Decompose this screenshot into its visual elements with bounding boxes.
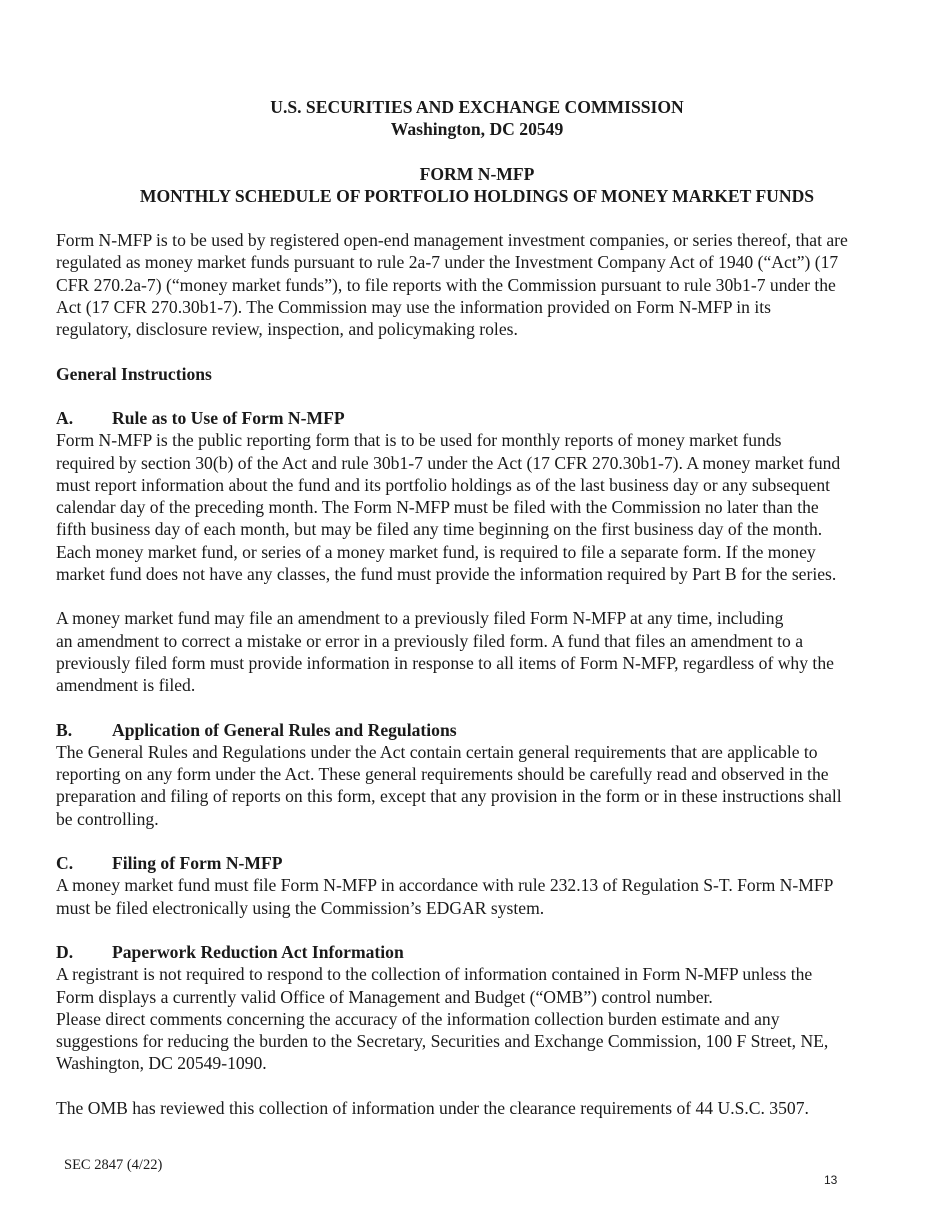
section-a-letter: A. (56, 407, 74, 428)
agency-address: Washington, DC 20549 (390, 119, 564, 140)
section-d-paragraph-2: The OMB has reviewed this collection of information under the clearance requirements of 44 U.S.C. 3507. (56, 1097, 809, 1118)
section-d-letter: D. (56, 941, 74, 962)
section-b-paragraph: The General Rules and Regulations under the Act contain certain general requirements that are applicable to reporting on any form under the Act. These general requirements should be carefully read and observed in the preparation and filing of reports on this form, except that any provision in the form or in these instructions shall be controlling. (56, 741, 842, 829)
document-page (56, 96, 898, 1119)
section-d-title: Paperwork Reduction Act Information (112, 941, 404, 962)
form-title: MONTHLY SCHEDULE OF PORTFOLIO HOLDINGS OF MONEY MARKET FUNDS (139, 185, 815, 206)
section-c-heading (56, 852, 898, 874)
section-c-letter: C. (56, 853, 74, 874)
general-instructions-heading: General Instructions (56, 363, 212, 384)
section-a-paragraph-1: Form N-MFP is the public reporting form that is to be used for monthly reports of money market funds required by section 30(b) of the Act and rule 30b1-7 under the Act (17 CFR 270.30b1-7). A money market fund must report information about the fund and its portfolio holdings as of the last business day or any subsequent calendar day of the preceding month. The Form N-MFP must be filed with the Commission no later than the fifth business day of each month, but may be filed any time beginning on the first business day of the month. Each money market fund, or series of a money market fund, is required to file a separate form. If the money market fund does not have any classes, the fund must provide the information required by Part B for the series. (56, 430, 841, 585)
form-name: FORM N-MFP (419, 163, 535, 184)
agency-name: U.S. SECURITIES AND EXCHANGE COMMISSION (270, 97, 684, 117)
form-code: SEC 2847 (4/22) (64, 1157, 163, 1173)
section-b-heading (56, 719, 898, 741)
section-a-title: Rule as to Use of Form N-MFP (112, 407, 345, 428)
section-a-paragraph-2: A money market fund may file an amendment to a previously filed Form N-MFP at any time, including an amendment to correct a mistake or error in a previously filed form. A fund that files an amendment to a previously filed form must provide information in response to all items of Form N-MFP, regardless of why the amendment is filed. (56, 608, 834, 696)
section-b-title: Application of General Rules and Regulations (112, 719, 457, 740)
section-d-heading (56, 941, 898, 963)
intro-paragraph: Form N-MFP is to be used by registered open-end management investment companies, or series thereof, that are regulated as money market funds pursuant to rule 2a-7 under the Investment Company Act of 1940 (“Act”) (17 CFR 270.2a-7) (“money market funds”), to file reports with the Commission pursuant to rule 30b1-7 under the Act (17 CFR 270.30b1-7). The Commission may use the information provided on Form N-MFP in its regulatory, disclosure review, inspection, and policymaking roles. (56, 230, 848, 340)
page-number: 13 (824, 1173, 838, 1187)
section-c-paragraph: A money market fund must file Form N-MFP in accordance with rule 232.13 of Regulation S-T. Form N-MFP must be filed electronically using the Commission’s EDGAR system. (56, 875, 834, 918)
section-b-letter: B. (56, 719, 73, 740)
section-c-title: Filing of Form N-MFP (112, 853, 283, 874)
section-d-paragraph-1: A registrant is not required to respond to the collection of information contained in Form N-MFP unless the Form displays a currently valid Office of Management and Budget (“OMB”) control number. Please direct comments concerning the accuracy of the information collection burden estimate and any suggestions for reducing the burden to the Secretary, Securities and Exchange Commission, 100 F Street, NE, Washington, DC 20549-1090. (56, 964, 829, 1074)
section-a-heading (56, 407, 898, 429)
